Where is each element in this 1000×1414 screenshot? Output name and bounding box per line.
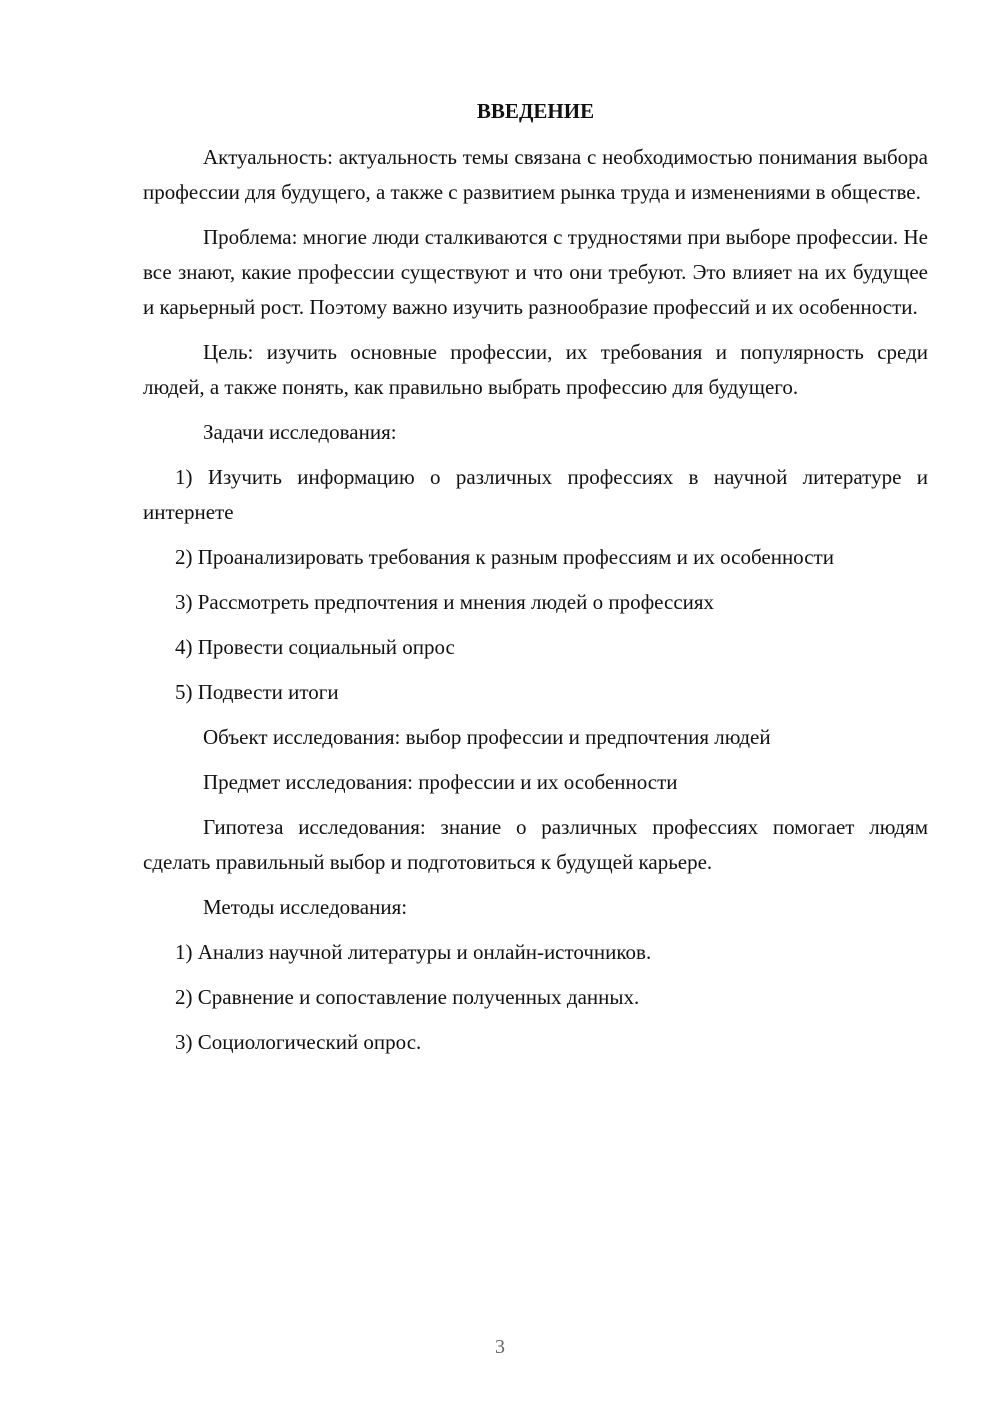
research-hypothesis: Гипотеза исследования: знание о различных профессиях помогает людям сделать правильный выбор и подготовиться к будущей карьере. [143, 815, 928, 874]
method-item-3: 3) Социологический опрос. [175, 1030, 422, 1054]
task-item-2: 2) Проанализировать требования к разным профессиям и их особенности [175, 545, 834, 569]
research-object: Объект исследования: выбор профессии и предпочтения людей [203, 725, 771, 749]
methods-heading: Методы исследования: [203, 895, 408, 919]
method-item-2: 2) Сравнение и сопоставление полученных данных. [175, 985, 640, 1009]
research-subject: Предмет исследования: профессии и их особенности [203, 770, 678, 794]
task-item-5: 5) Подвести итоги [175, 680, 339, 704]
task-item-4: 4) Провести социальный опрос [175, 635, 455, 659]
relevance-paragraph: Актуальность: актуальность темы связана с необходимостью понимания выбора профессии для будущего, а также с развитием рынка труда и изменениями в обществе. [143, 145, 928, 204]
task-item-3: 3) Рассмотреть предпочтения и мнения людей о профессиях [175, 590, 715, 614]
tasks-heading: Задачи исследования: [203, 420, 397, 444]
page-content [143, 92, 928, 1070]
task-item-1: 1) Изучить информацию о различных профессиях в научной литературе и интернете [143, 465, 928, 524]
page-number: 3 [495, 1336, 505, 1358]
method-item-1: 1) Анализ научной литературы и онлайн-источников. [175, 940, 652, 964]
goal-paragraph: Цель: изучить основные профессии, их требования и популярность среди людей, а также понять, как правильно выбрать профессию для будущего. [143, 340, 928, 399]
problem-paragraph: Проблема: многие люди сталкиваются с трудностями при выборе профессии. Не все знают, какие профессии существуют и что они требуют. Это влияет на их будущее и карьерный рост. Поэтому важно изучить разнообразие профессий и их особенности. [143, 225, 928, 319]
section-title: ВВЕДЕНИЕ [476, 99, 595, 123]
